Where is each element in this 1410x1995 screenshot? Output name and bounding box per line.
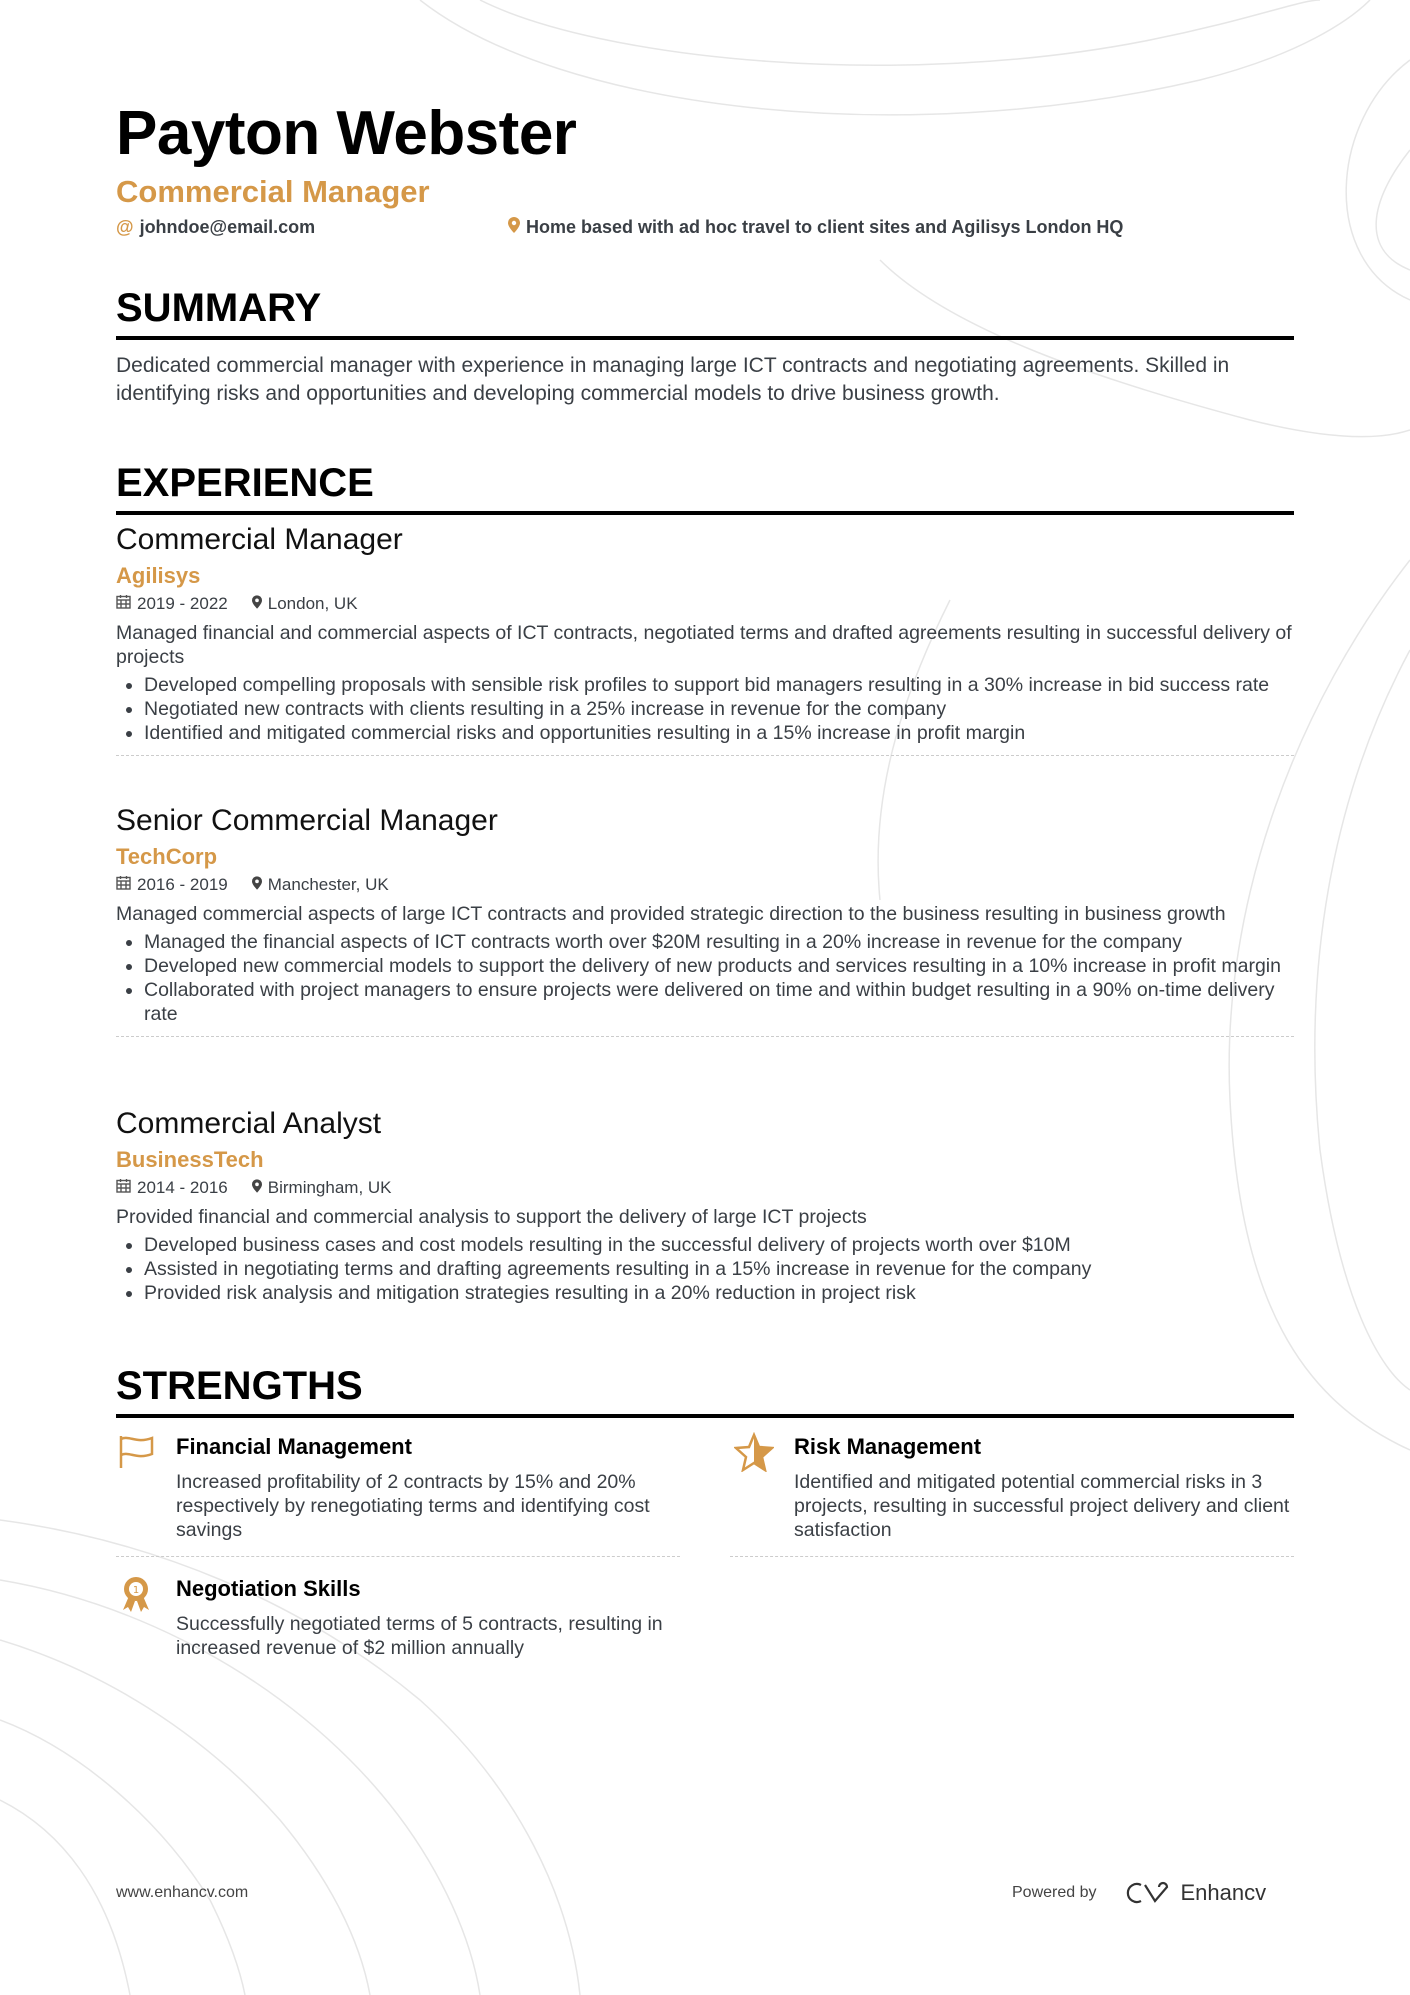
summary-text: Dedicated commercial manager with experience in managing large ICT contracts and negotiating agreements. Skilled in identifying risks and opportunities and developing commercial models to drive business growth.	[116, 354, 1230, 405]
strength-title: Negotiation Skills	[176, 1576, 361, 1601]
job-meta	[116, 1175, 1294, 1201]
strengths-section	[116, 1362, 1294, 1418]
job-title: Commercial Manager	[116, 523, 403, 556]
bullet-item: • Provided risk analysis and mitigation strategies resulting in a 20% reduction in project risk	[144, 1281, 1294, 1305]
job-dates: 2014 - 2016	[137, 1178, 228, 1197]
flag-icon	[116, 1432, 156, 1472]
strength-text: Increased profitability of 2 contracts by 15% and 20% respectively by renegotiating terms and identifying cost savings	[176, 1471, 650, 1541]
job-bullets	[116, 1233, 1294, 1305]
map-pin-icon	[252, 875, 262, 894]
map-pin-icon	[252, 594, 262, 613]
footer-website[interactable]: www.enhancv.com	[116, 1884, 249, 1901]
job-meta	[116, 872, 1294, 898]
email-text[interactable]: johndoe@email.com	[139, 217, 316, 237]
strength-title: Financial Management	[176, 1434, 412, 1459]
divider	[116, 755, 1294, 756]
job-title: Commercial Analyst	[116, 1107, 382, 1140]
job-title: Senior Commercial Manager	[116, 804, 498, 837]
experience-section	[116, 459, 1294, 515]
divider	[730, 1556, 1294, 1557]
bullet-item: • Developed compelling proposals with sensible risk profiles to support bid managers resulting in a 30% increase in bid success rate	[144, 673, 1294, 697]
location-contact	[508, 217, 1123, 238]
job-entry	[116, 1105, 1294, 1305]
job-meta	[116, 591, 1294, 617]
bullet-item: • Managed the financial aspects of ICT contracts worth over $20M resulting in a 20% increase in revenue for the company	[144, 930, 1294, 954]
section-heading: SUMMARY	[116, 284, 1294, 340]
powered-by-text: Powered by	[1012, 1884, 1097, 1901]
job-bullets	[116, 673, 1294, 745]
at-icon: @	[116, 217, 134, 237]
job-location: Birmingham, UK	[267, 1178, 392, 1197]
map-pin-icon	[508, 217, 520, 238]
job-description: Provided financial and commercial analysis to support the delivery of large ICT projects	[116, 1206, 867, 1228]
company-name: BusinessTech	[116, 1147, 264, 1172]
location-text: Home based with ad hoc travel to client sites and Agilisys London HQ	[526, 217, 1124, 237]
svg-text:1: 1	[132, 1585, 140, 1596]
bullet-item: • Assisted in negotiating terms and drafting agreements resulting in a 15% increase in revenue for the company	[144, 1257, 1294, 1281]
bullet-item: • Developed business cases and cost models resulting in the successful delivery of projects worth over $10M	[144, 1233, 1294, 1257]
job-dates: 2019 - 2022	[137, 594, 228, 613]
calendar-icon	[116, 594, 131, 613]
summary-section	[116, 284, 1294, 408]
section-heading: STRENGTHS	[116, 1362, 1294, 1418]
company-name: Agilisys	[116, 563, 201, 588]
enhancv-logo-icon	[1125, 1881, 1171, 1905]
job-description: Managed financial and commercial aspects of ICT contracts, negotiated terms and drafted agreements resulting in successful delivery of projects	[116, 622, 1292, 668]
star-icon	[734, 1432, 774, 1472]
strength-text: Identified and mitigated potential commercial risks in 3 projects, resulting in successful project delivery and client satisfaction	[794, 1471, 1290, 1541]
job-entry	[116, 521, 1294, 756]
footer-branding	[1012, 1880, 1266, 1906]
award-icon	[116, 1574, 156, 1614]
candidate-name: Payton Webster	[116, 99, 577, 168]
job-description: Managed commercial aspects of large ICT contracts and provided strategic direction to the business resulting in business growth	[116, 903, 1226, 925]
bullet-item: • Negotiated new contracts with clients resulting in a 25% increase in revenue for the company	[144, 697, 1294, 721]
strength-title: Risk Management	[794, 1434, 982, 1459]
email-contact	[116, 217, 315, 238]
enhancv-logo	[1125, 1880, 1267, 1906]
divider	[116, 1556, 680, 1557]
bullet-item: • Developed new commercial models to support the delivery of new products and services resulting in a 10% increase in profit margin	[144, 954, 1294, 978]
section-heading: EXPERIENCE	[116, 459, 1294, 515]
strength-text: Successfully negotiated terms of 5 contracts, resulting in increased revenue of $2 million annually	[176, 1613, 663, 1659]
bullet-item: • Collaborated with project managers to ensure projects were delivered on time and within budget resulting in a 90% on-time delivery rate	[144, 978, 1294, 1026]
company-name: TechCorp	[116, 844, 218, 869]
candidate-title: Commercial Manager	[116, 174, 430, 209]
job-bullets	[116, 930, 1294, 1026]
divider	[116, 1036, 1294, 1037]
calendar-icon	[116, 875, 131, 894]
bullet-item: • Identified and mitigated commercial risks and opportunities resulting in a 15% increase in profit margin	[144, 721, 1294, 745]
job-dates: 2016 - 2019	[137, 875, 228, 894]
brand-name: Enhancv	[1180, 1880, 1267, 1905]
map-pin-icon	[252, 1178, 262, 1197]
job-location: Manchester, UK	[267, 875, 389, 894]
job-location: London, UK	[267, 594, 358, 613]
calendar-icon	[116, 1178, 131, 1197]
job-entry	[116, 802, 1294, 1037]
